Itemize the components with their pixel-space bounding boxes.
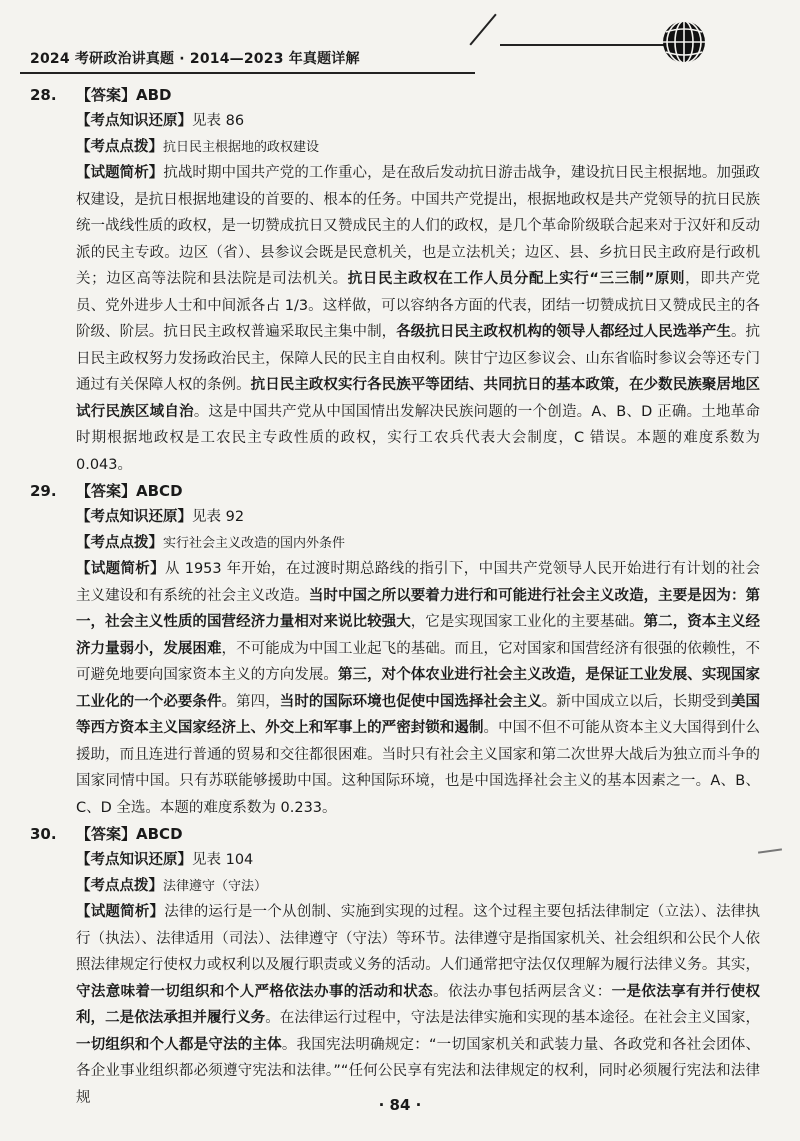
- knowledge-line: [76, 847, 760, 873]
- point-value: 抗日民主根据地的政权建设: [163, 140, 320, 155]
- point-line: [76, 134, 760, 160]
- analysis-seg-bold: 当时的国际环境也促使中国选择社会主义: [279, 693, 542, 710]
- analysis-seg: 法律的运行是一个从创制、实施到实现的过程。这个过程主要包括法律制定（立法）、法律执行（执法）、法律适用（司法）、法律遵守（守法）等环节。法律遵守是指国家机关、社会组织和公民个人依照法律规定行使权力或权利以及履行职责或义务的活动。人们通常把守法仅仅理解为履行法律义务。其实，: [76, 904, 761, 973]
- header-rule: [20, 72, 475, 74]
- analysis-seg-bold: 抗日民主政权在工作人员分配上实行“三三制”原则: [347, 271, 686, 287]
- analysis-paragraph: [76, 899, 760, 1111]
- answer-line: [30, 478, 760, 504]
- analysis-seg: 。我国宪法明确规定：“一切国家机关和武装力量、各政党和各社会团体、各企业事业组织都必须遵守宪法和法律。”“任何公民享有宪法和法律规定的权利，同时必须履行宪法和法律规: [76, 1036, 760, 1106]
- answer-content: [30, 82, 760, 1111]
- analysis-seg: 。这是中国共产党从中国国情出发解决民族问题的一个创造。A、B、D 正确。土地革命时期根据地政权是工农民主专政性质的政权，实行工农兵代表大会制度，C 错误。本题的难度系数为 0.043。: [76, 403, 761, 473]
- point-value: 法律遵守（守法）: [163, 879, 268, 894]
- analysis-seg: ，它是实现国家工业化的主要基础。: [410, 614, 644, 630]
- answer-line: [30, 821, 760, 847]
- point-label: 【考点点拨】: [76, 535, 163, 551]
- analysis-seg: ，不可能成为中国工业起飞的基础。而且，它对国家和国营经济有很强的依赖性，不可避免地要向国家资本主义的方向发展。: [76, 640, 761, 683]
- analysis-label: 【试题简析】: [76, 561, 165, 577]
- analysis-seg-bold: 各级抗日民主政权机构的领导人都经过人民选举产生: [396, 324, 731, 340]
- knowledge-label: 【考点知识还原】: [76, 852, 192, 868]
- analysis-seg-bold: 守法意味着一切组织和个人严格依法办事的活动和状态: [76, 983, 434, 1000]
- analysis-seg-bold: 当时中国之所以要着力进行和可能进行社会主义改造，主要是因为：第一，社会主义性质的国营经济力量相对来说比较强大: [76, 587, 761, 630]
- running-title: 2024 考研政治讲真题 · 2014—2023 年真题详解: [30, 51, 360, 67]
- analysis-seg: 抗战时期中国共产党的工作重心，是在敌后发动抗日游击战争，建设抗日民主根据地。加强政权建设，是抗日根据地建设的首要的、根本的任务。中国共产党提出，根据地政权是共产党领导的抗日民族统一战线性质的政权，是一切赞成抗日又赞成民主的人们的政权，是几个革命阶级联合起来对于汉奸和反动派的民主专政。边区（省）、县参议会既是民意机关，也是立法机关；边区、县、乡抗日民主政府是行政机关；边区高等法院和县法院是司法机关。: [76, 165, 760, 287]
- analysis-seg-bold: 第二，资本主义经济力量弱小，发展困难: [76, 614, 761, 657]
- analysis-seg-bold: 美国等西方资本主义国家经济上、外交上和军事上的严密封锁和遏制: [76, 693, 761, 736]
- analysis-paragraph: [76, 160, 760, 478]
- answer-label: 【答案】: [76, 482, 137, 500]
- question-29: [30, 478, 760, 821]
- header-rule-slant: [469, 14, 496, 46]
- analysis-label: 【试题简析】: [76, 165, 164, 181]
- analysis-seg: 从 1953 年开始，在过渡时期总路线的指引下，中国共产党领导人民开始进行有计划的社会主义建设和有系统的社会主义改造。: [76, 561, 760, 604]
- analysis-label: 【试题简析】: [76, 904, 165, 920]
- point-line: [76, 530, 760, 556]
- point-value: 实行社会主义改造的国内外条件: [163, 536, 346, 551]
- analysis-seg: 。在法律运行过程中，守法是法律实施和实现的基本途径。在社会主义国家，: [265, 1010, 761, 1026]
- knowledge-label: 【考点知识还原】: [76, 509, 192, 525]
- analysis-seg-bold: 抗日民主政权实行各民族平等团结、共同抗日的基本政策，在少数民族聚居地区试行民族区域自治: [76, 377, 761, 420]
- globe-icon: [660, 18, 708, 66]
- answer-label: 【答案】: [76, 825, 137, 843]
- analysis-seg-bold: 一切组织和个人都是守法的主体: [76, 1036, 282, 1053]
- analysis-seg: 。依法办事包括两层含义：: [433, 983, 612, 1000]
- answer-value: ABCD: [136, 482, 183, 500]
- analysis-seg: ，即共产党员、党外进步人士和中间派各占 1/3。这样做，可以容纳各方面的代表，团结一切赞成抗日又赞成民主的各阶级、阶层。抗日民主政权普遍采取民主集中制，: [76, 271, 761, 340]
- knowledge-value: 见表 104: [192, 852, 254, 868]
- point-line: [76, 873, 760, 899]
- knowledge-line: [76, 108, 760, 134]
- analysis-seg-bold: 第三，对个体农业进行社会主义改造，是保证工业发展、实现国家工业化的一个必要条件: [76, 667, 761, 710]
- page-number: · 84 ·: [378, 1096, 422, 1114]
- analysis-seg: 。第四，: [221, 693, 280, 710]
- answer-value: ABD: [136, 86, 172, 104]
- point-label: 【考点点拨】: [76, 878, 163, 894]
- knowledge-line: [76, 504, 760, 530]
- page-header: [0, 0, 800, 80]
- question-28: [30, 82, 760, 478]
- point-label: 【考点点拨】: [76, 139, 163, 155]
- question-30: [30, 821, 760, 1111]
- answer-line: [30, 82, 760, 108]
- analysis-paragraph: [76, 556, 760, 821]
- question-number: 30.: [30, 825, 57, 843]
- question-number: 29.: [30, 482, 57, 500]
- knowledge-label: 【考点知识还原】: [76, 113, 192, 129]
- analysis-seg: 。中国不但不可能从资本主义大国得到什么援助，而且连进行普通的贸易和交往都很困难。当时只有社会主义国家和第二次世界大战后为独立而斗争的国家同情中国。只有苏联能够援助中国。这种国际环境，也是中国选择社会主义的基本因素之一。A、B、C、D 全选。本题的难度系数为 0.233。: [76, 720, 761, 816]
- answer-value: ABCD: [136, 825, 183, 843]
- header-rule-right: [500, 44, 680, 46]
- knowledge-value: 见表 86: [192, 113, 245, 129]
- knowledge-value: 见表 92: [192, 509, 245, 525]
- analysis-seg-bold: 一是依法享有并行使权利，二是依法承担并履行义务: [76, 983, 761, 1026]
- analysis-seg: 。抗日民主政权努力发扬政治民主，保障人民的民主自由权利。陕甘宁边区参议会、山东省临时参议会等还专门通过有关保障人权的条例。: [76, 324, 761, 393]
- question-number: 28.: [30, 86, 57, 104]
- answer-label: 【答案】: [76, 86, 137, 104]
- margin-scribble: [758, 848, 782, 853]
- analysis-seg: 。新中国成立以后，长期受到: [541, 693, 731, 710]
